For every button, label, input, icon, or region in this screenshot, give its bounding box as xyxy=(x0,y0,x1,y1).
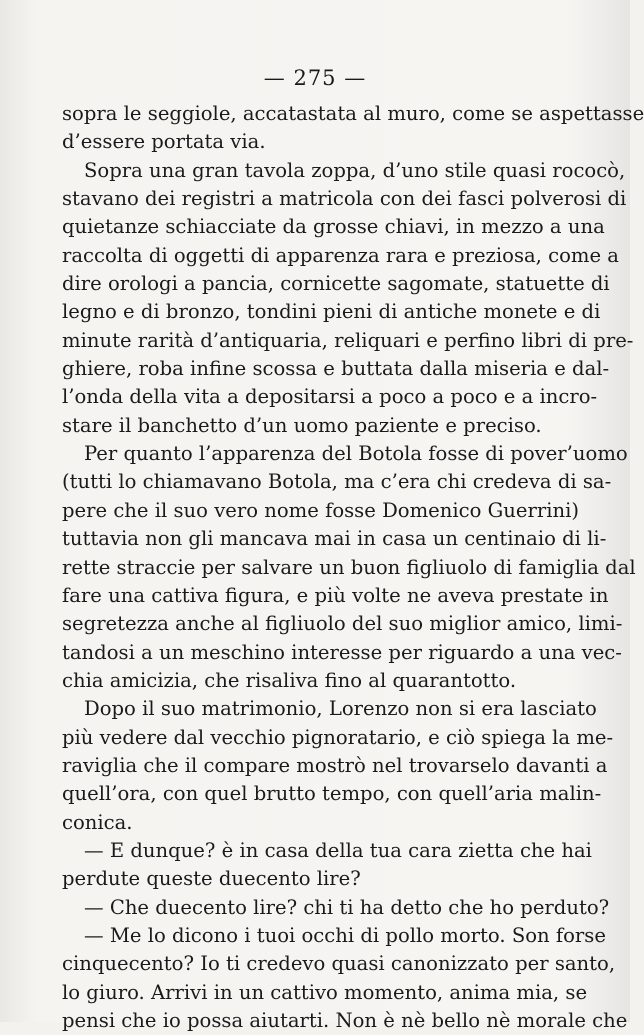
text-line: conica. xyxy=(62,810,133,834)
text-line: rette straccie per salvare un buon figliuolo di famiglia dal xyxy=(62,555,636,579)
text-line: — Me lo dicono i tuoi occhi di pollo morto. Son forse xyxy=(84,923,606,947)
text-line: raccolta di oggetti di apparenza rara e preziosa, come a xyxy=(62,243,619,267)
body-text xyxy=(62,100,644,1035)
text-line: dire orologi a pancia, cornicette sagomate, statuette di xyxy=(62,272,610,296)
text-line: d’essere portata via. xyxy=(62,130,266,154)
text-line: lo giuro. Arrivi in un cattivo momento, anima mia, se xyxy=(62,980,588,1004)
text-line: legno e di bronzo, tondini pieni di antiche monete e di xyxy=(62,300,601,324)
text-line: segretezza anche al figliuolo del suo miglior amico, limi- xyxy=(62,612,623,636)
text-line: sopra le seggiole, accatastata al muro, come se aspettasse xyxy=(62,102,644,125)
text-line: Per quanto l’apparenza del Botola fosse di pover’uomo xyxy=(84,442,628,466)
text-line: minute rarità d’antiquaria, reliquari e perfino libri di pre- xyxy=(62,328,634,352)
text-line: quell’ora, con quel brutto tempo, con quell’aria malin- xyxy=(62,782,602,806)
text-line: — Che duecento lire? chi ti ha detto che ho perduto? xyxy=(84,895,610,919)
text-line: l’onda della vita a depositarsi a poco a poco e a incro- xyxy=(62,385,598,409)
text-line: (tutti lo chiamavano Botola, ma c’era chi credeva di sa- xyxy=(62,470,612,494)
text-line: pere che il suo vero nome fosse Domenico Guerrini) xyxy=(62,498,580,522)
text-line: — E dunque? è in casa della tua cara zietta che hai xyxy=(84,838,592,862)
text-line: più vedere dal vecchio pignoratario, e ciò spiega la me- xyxy=(62,725,614,749)
text-line: pensi che io possa aiutarti. Non è nè bello nè morale che xyxy=(62,1009,628,1032)
text-line: tandosi a un meschino interesse per riguardo a una vec- xyxy=(62,640,622,664)
text-line: raviglia che il compare mostrò nel trovarselo davanti a xyxy=(62,753,608,777)
text-line: stavano dei registri a matricola con dei fasci polverosi di xyxy=(62,187,627,211)
text-line: fare una cattiva figura, e più volte ne aveva prestate in xyxy=(62,583,609,607)
text-line: quietanze schiacciate da grosse chiavi, in mezzo a una xyxy=(62,215,605,239)
text-line: ghiere, roba infine scossa e buttata dalla miseria e dal- xyxy=(62,357,610,381)
text-line: Sopra una gran tavola zoppa, d’uno stile quasi rococò, xyxy=(84,158,626,182)
text-line: perdute queste duecento lire? xyxy=(62,867,361,891)
page-number: — 275 — xyxy=(263,66,367,90)
text-line: tuttavia non gli mancava mai in casa un centinaio di li- xyxy=(62,527,607,551)
text-line: stare il banchetto d’un uomo paziente e preciso. xyxy=(62,413,542,437)
text-line: cinquecento? Io ti credevo quasi canonizzato per santo, xyxy=(62,952,616,976)
text-line: Dopo il suo matrimonio, Lorenzo non si era lasciato xyxy=(84,697,597,721)
text-line: chia amicizia, che risaliva fino al quarantotto. xyxy=(62,668,517,692)
